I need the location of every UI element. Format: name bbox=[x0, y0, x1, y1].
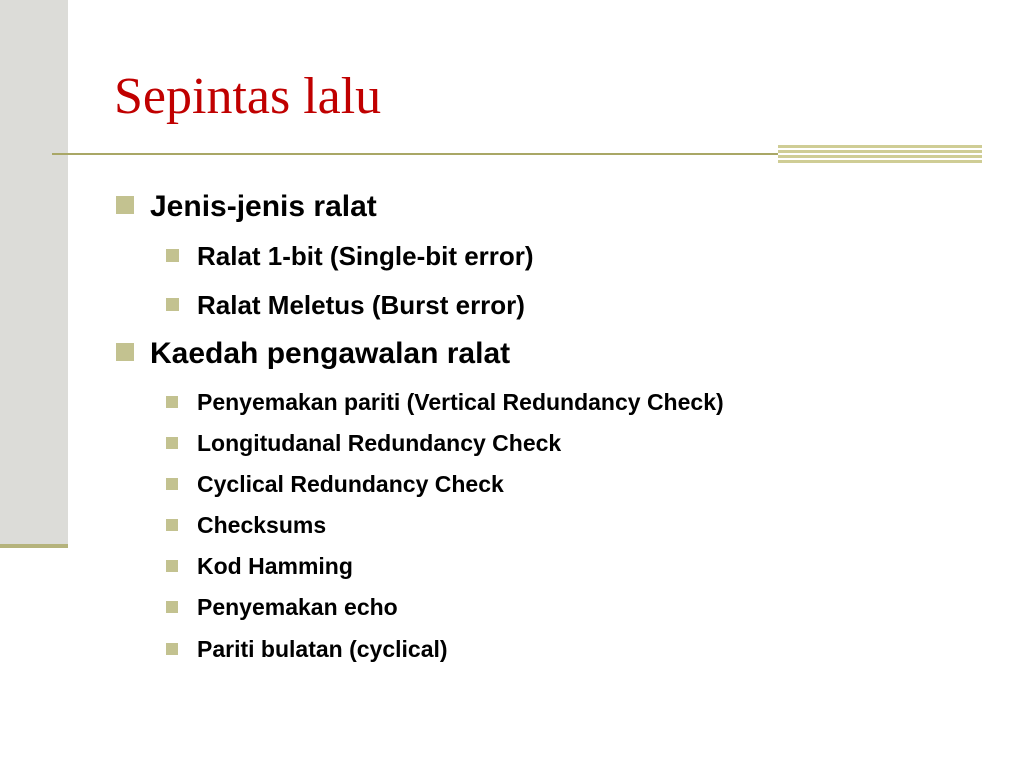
list-item bbox=[166, 388, 724, 416]
list-item-label: Ralat 1-bit (Single-bit error) bbox=[197, 241, 534, 271]
square-bullet-icon bbox=[166, 396, 178, 408]
section-heading-label: Kaedah pengawalan ralat bbox=[150, 337, 511, 370]
square-bullet-icon bbox=[166, 298, 179, 311]
list-item bbox=[166, 429, 561, 457]
list-item-label: Checksums bbox=[197, 512, 327, 538]
square-bullet-icon bbox=[116, 343, 134, 361]
square-bullet-icon bbox=[116, 196, 134, 214]
square-bullet-icon bbox=[166, 478, 178, 490]
square-bullet-icon bbox=[166, 437, 178, 449]
section-heading-label: Jenis-jenis ralat bbox=[150, 190, 377, 223]
list-item-label: Cyclical Redundancy Check bbox=[197, 471, 504, 497]
list-item-label: Penyemakan echo bbox=[197, 594, 398, 620]
square-bullet-icon bbox=[166, 643, 178, 655]
list-item bbox=[166, 552, 353, 580]
list-item-label: Longitudanal Redundancy Check bbox=[197, 430, 562, 456]
list-item bbox=[166, 593, 398, 621]
section-heading-error-types bbox=[116, 189, 377, 225]
square-bullet-icon bbox=[166, 560, 178, 572]
list-item-label: Penyemakan pariti (Vertical Redundancy Check) bbox=[197, 389, 724, 415]
square-bullet-icon bbox=[166, 601, 178, 613]
slide-title: Sepintas lalu bbox=[114, 68, 382, 125]
square-bullet-icon bbox=[166, 249, 179, 262]
square-bullet-icon bbox=[166, 519, 178, 531]
list-item-label: Pariti bulatan (cyclical) bbox=[197, 636, 448, 662]
list-item bbox=[166, 635, 448, 663]
list-item-label: Ralat Meletus (Burst error) bbox=[197, 290, 525, 320]
list-item-label: Kod Hamming bbox=[197, 553, 353, 579]
list-item bbox=[166, 470, 504, 498]
list-item bbox=[166, 240, 534, 272]
list-item bbox=[166, 511, 326, 539]
list-item bbox=[166, 289, 525, 321]
section-heading-error-control bbox=[116, 336, 510, 372]
